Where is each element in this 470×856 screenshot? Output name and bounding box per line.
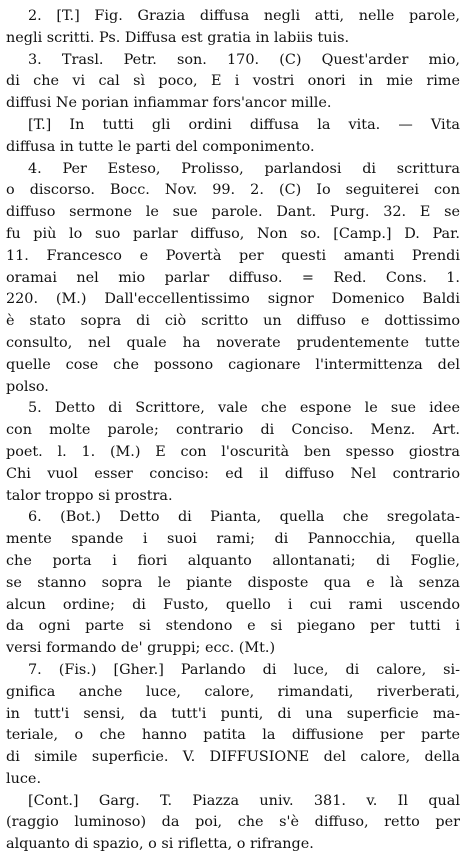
text-line: 6. (Bot.) Detto di Pianta, quella che sregolata- [28, 509, 460, 526]
text-line: versi formando de' gruppi; ecc. (Mt.) [6, 640, 276, 657]
text-line: talor troppo si prostra. [6, 487, 173, 504]
text-line: o discorso. Bocc. Nov. 99. 2. (C) Io seguiterei con [6, 182, 460, 199]
text-line: consulto, nel quale ha noverate prudentemente tutte [6, 334, 460, 351]
text-line: mente spande i suoi rami; di Pannocchia, quella [6, 531, 460, 548]
text-line: da ogni parte si stendono e si piegano per tutti i [6, 618, 460, 635]
text-line: 4. Per Esteso, Prolisso, parlandosi di scrittura [28, 160, 460, 177]
text-line: che porta i fiori alquanto allontanati; di Foglie, [6, 552, 460, 569]
text-line: alcun ordine; di Fusto, quello i cui rami uscendo [6, 596, 460, 613]
text-line: di simile superficie. V. DIFFUSIONE del calore, della [6, 749, 460, 766]
text-line: fu più lo suo parlar diffuso, Non so. [Camp.] D. Par. [6, 225, 460, 242]
text-line: diffusa in tutte le parti del componimento. [6, 138, 315, 155]
text-line: 220. (M.) Dall'eccellentissimo signor Domenico Baldi [6, 291, 460, 308]
text-line: 7. (Fis.) [Gher.] Parlando di luce, di calore, si- [28, 661, 460, 678]
text-line: poet. l. 1. (M.) E con l'oscurità ben spesso giostra [6, 443, 460, 460]
text-line: 3. Trasl. Petr. son. 170. (C) Quest'arder mio, [28, 51, 460, 68]
text-line: se stanno sopra le piante disposte qua e là senza [6, 574, 460, 591]
text-line: alquanto di spazio, o si rifletta, o rifrange. [6, 836, 314, 853]
text-line: (raggio luminoso) da poi, che s'è diffuso, retto per [6, 814, 460, 831]
text-line: polso. [6, 378, 49, 395]
text-line: di che vi cal sì poco, E i vostri onori in mie rime [6, 73, 460, 90]
text-line: diffuso sermone le sue parole. Dant. Purg. 32. E se [6, 204, 460, 221]
text-line: Chi vuol esser conciso: ed il diffuso Nel contrario [6, 465, 460, 482]
text-line: oramai nel mio parlar diffuso. = Red. Cons. 1. [6, 269, 460, 286]
text-line: [T.] In tutti gli ordini diffusa la vita. — Vita [28, 116, 460, 133]
text-line: teriale, o che hanno patita la diffusione per parte [6, 727, 460, 744]
text-line: quelle cose che possono cagionare l'intermittenza del [6, 356, 460, 373]
text-line: 5. Detto di Scrittore, vale che espone le sue idee [28, 400, 460, 417]
entry-text [6, 6, 460, 856]
text-line: gnifica anche luce, calore, rimandati, riverberati, [6, 683, 460, 700]
text-line: 11. Francesco e Povertà per questi amanti Prendi [6, 247, 460, 264]
text-line: [Cont.] Garg. T. Piazza univ. 381. v. Il qual [28, 792, 460, 809]
text-line: negli scritti. Ps. Diffusa est gratia in labiis tuis. [6, 29, 350, 46]
text-line: in tutt'i sensi, da tutt'i punti, di una superficie ma- [6, 705, 460, 722]
text-line: diffusi Ne porian infiammar fors'ancor mille. [6, 95, 332, 112]
text-line: è stato sopra di ciò scritto un diffuso e dottissimo [6, 313, 460, 330]
text-line: 2. [T.] Fig. Grazia diffusa negli atti, nelle parole, [28, 8, 460, 24]
text-line: con molte parole; contrario di Conciso. Menz. Art. [6, 422, 460, 439]
text-line: luce. [6, 770, 42, 787]
